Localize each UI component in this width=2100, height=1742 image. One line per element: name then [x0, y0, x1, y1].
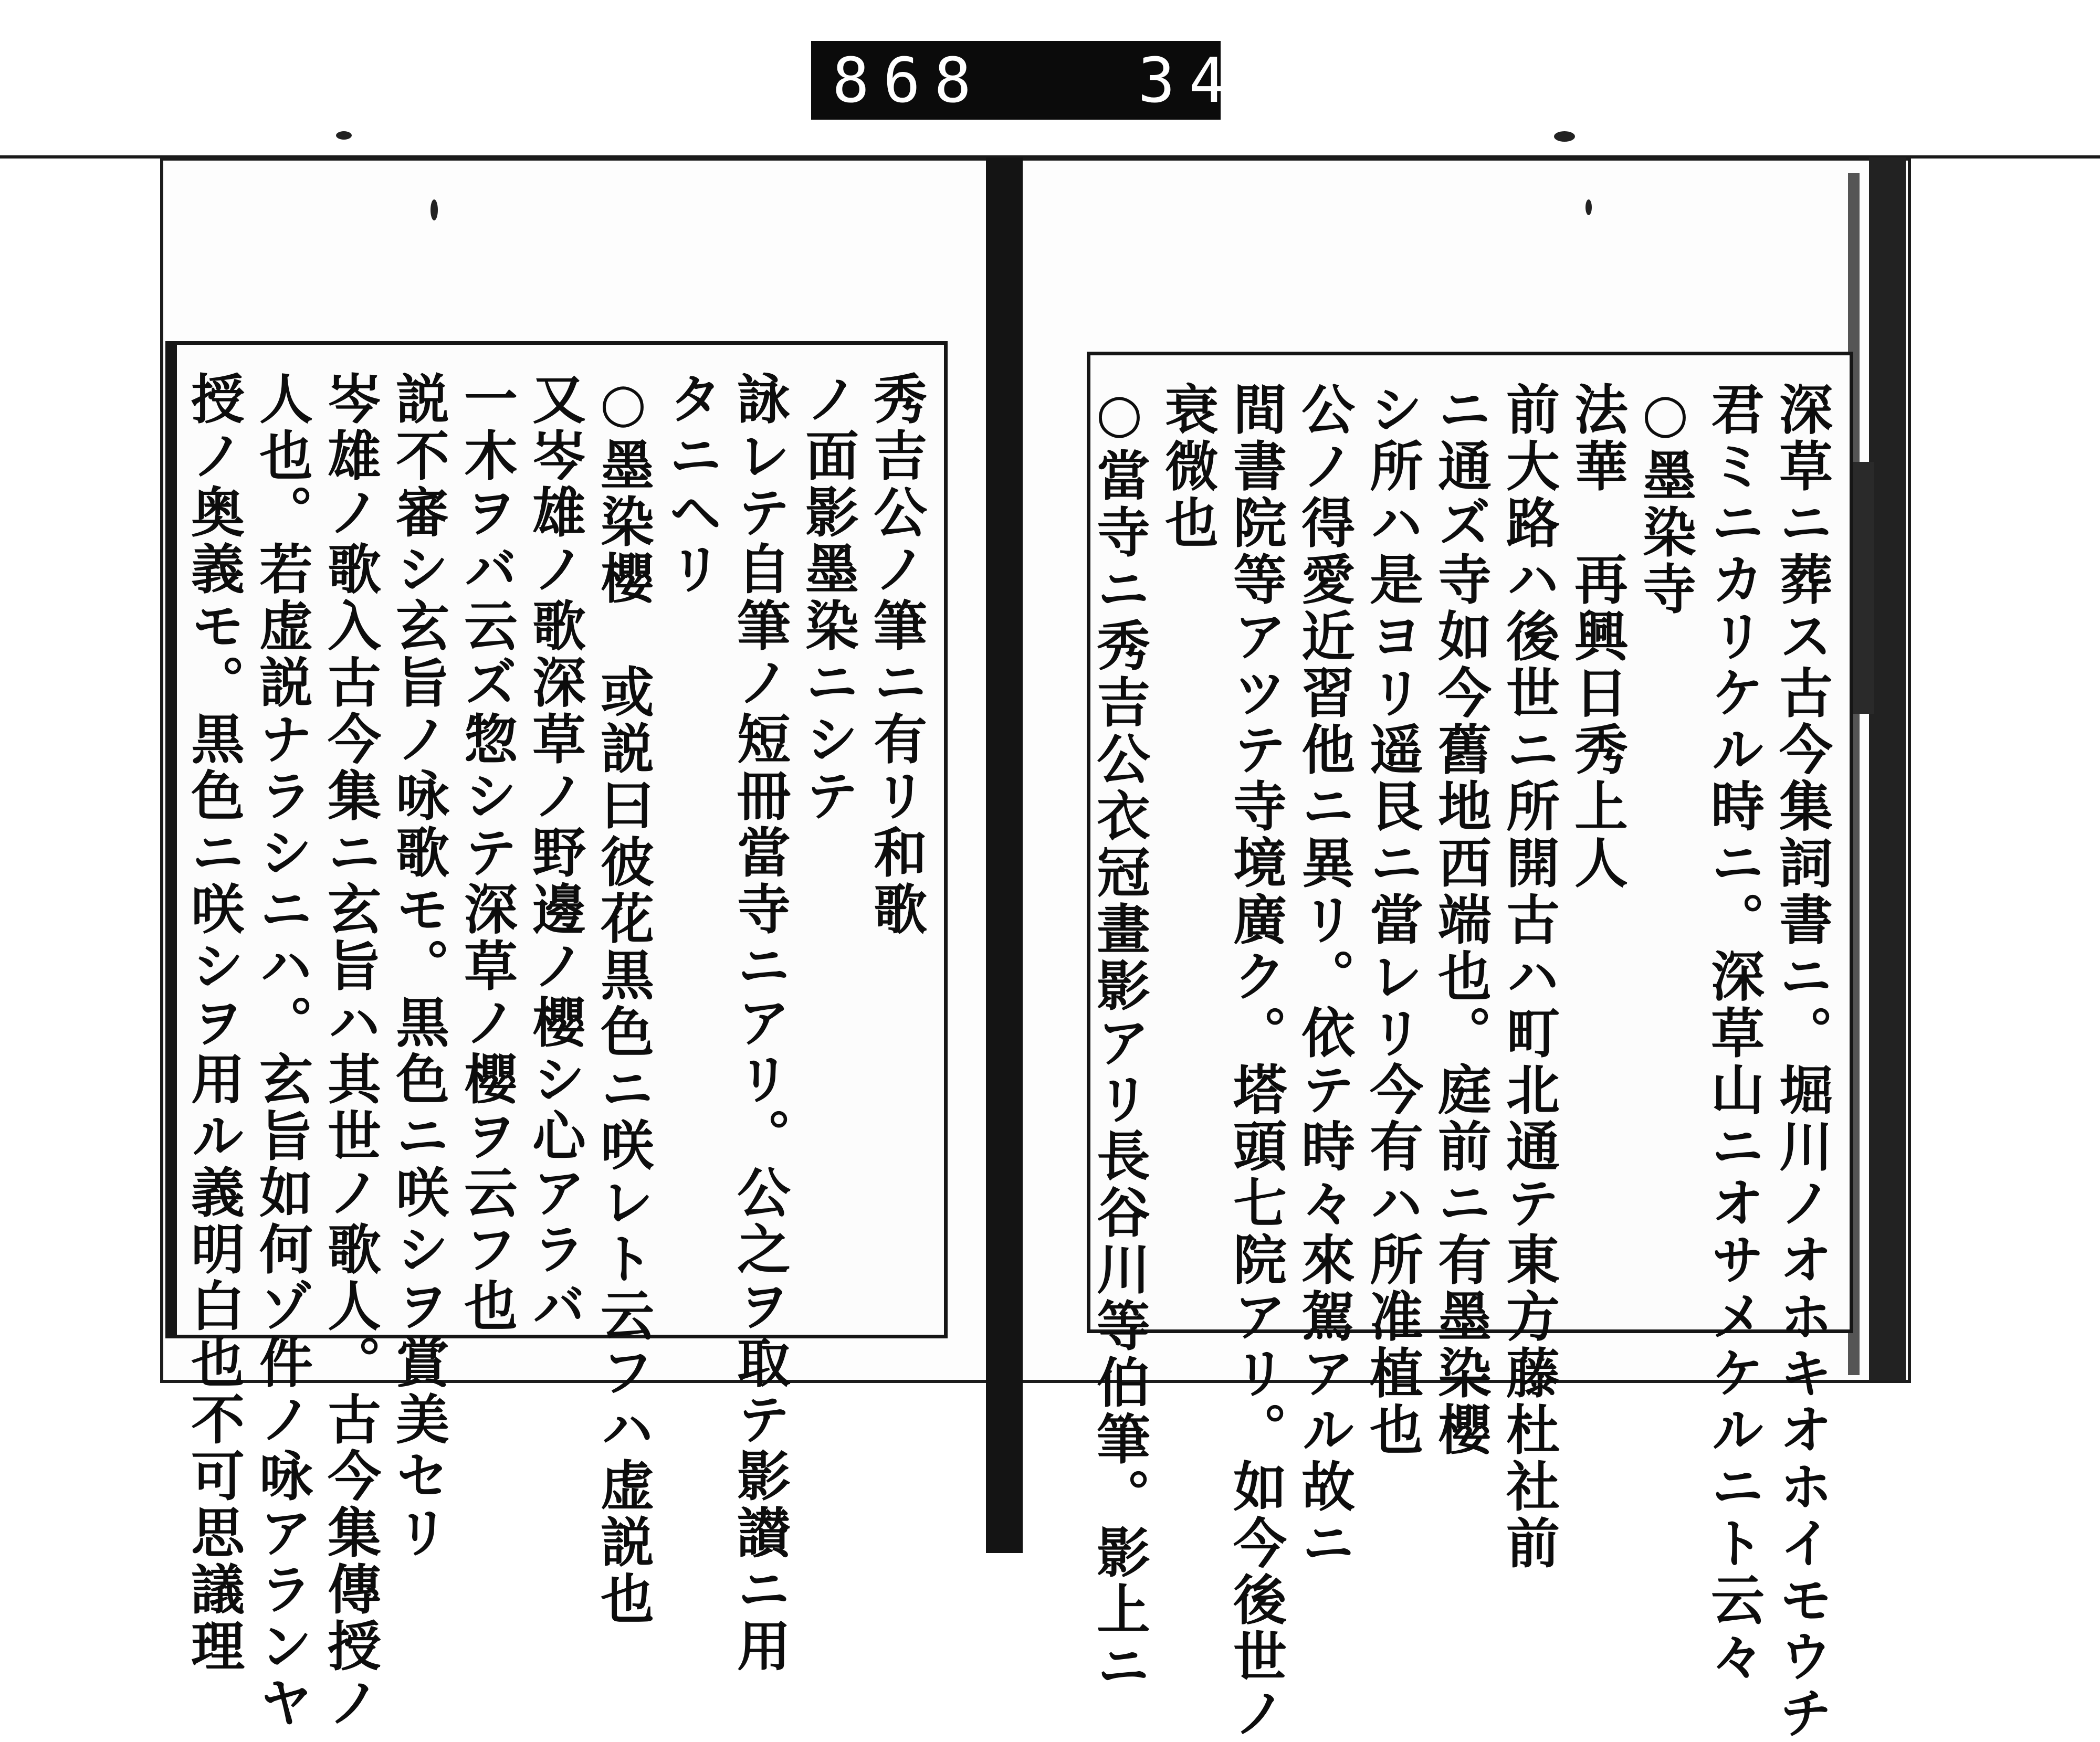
book-edge [1869, 157, 1906, 1380]
text-column: 授ノ奥義モ。黒色ニ咲シヲ用ル義明白也不可思議理 [182, 371, 245, 1675]
text-column: ○墨染寺 [1634, 382, 1697, 618]
text-column: タニヘリ [660, 371, 723, 598]
text-column: 法華 再興日秀上人 [1566, 382, 1629, 892]
text-column: 人也。若虚説ナラシニハ。玄旨如何ゾ件ノ咏アランヤ [250, 371, 313, 1732]
text-column: 前大路ハ後世ニ所開古ハ町北通テ東方藤杜社前 [1497, 382, 1560, 1572]
right-page-panel [1087, 352, 1853, 1742]
text-column: 君ミニカリケル時ニ。深草山ニオサメケルニト云々 [1702, 382, 1765, 1685]
text-column: 公ノ得愛近習他ニ異リ。依テ時々來駕アル故ニ [1293, 382, 1356, 1572]
text-column: 岑雄ノ歌入古今集ニ玄旨ハ其世ノ歌人。古今集傳授ノ [319, 371, 382, 1732]
text-column: ○墨染櫻 或説曰彼花黒色ニ咲レト云フハ虚説也 [592, 371, 655, 1628]
text-column: 衰微也 [1156, 382, 1219, 552]
left-page-text [182, 371, 928, 1732]
text-column: 詠レテ自筆ノ短冊當寺ニアリ。公之ヲ取テ影讃ニ用 [728, 371, 791, 1675]
text-column: 説不審シ玄旨ノ咏歌モ。黒色ニ咲シヲ賞美セリ [387, 371, 450, 1561]
text-column: シ所ハ是ヨリ遥艮ニ當レリ今有ハ所准植也 [1361, 382, 1424, 1459]
scan-speck [1554, 131, 1575, 142]
text-column: 間書院等アツテ寺境廣ク。塔頭七院アリ。如今後世ノ [1224, 382, 1287, 1742]
scan-speck [430, 199, 438, 220]
book-spine [986, 157, 1023, 1553]
text-column: 又岑雄ノ歌深草ノ野邊ノ櫻シ心アラバ [523, 371, 586, 1335]
text-column: ニ通ズ寺如今舊地西端也。庭前ニ有墨染櫻 [1429, 382, 1492, 1459]
left-page-panel [165, 341, 948, 1732]
text-column: ○當寺ニ秀吉公衣冠畫影アリ長谷川等伯筆。影上ニ [1088, 382, 1151, 1695]
scan-speck [1586, 199, 1592, 215]
text-column: ノ面影墨染ニシテ [796, 371, 859, 825]
right-page-text [1088, 382, 1833, 1742]
archive-label: 868 341. [811, 41, 1221, 120]
text-column: 秀吉公ノ筆ニ有リ和歌 [865, 371, 928, 938]
text-column: 深草ニ葬ス古今集詞書ニ。堀川ノオホキオホイモウチ [1770, 382, 1833, 1742]
text-column: 一木ヲバ云ズ惣シテ深草ノ櫻ヲ云フ也 [455, 371, 518, 1335]
scan-speck [336, 131, 352, 140]
